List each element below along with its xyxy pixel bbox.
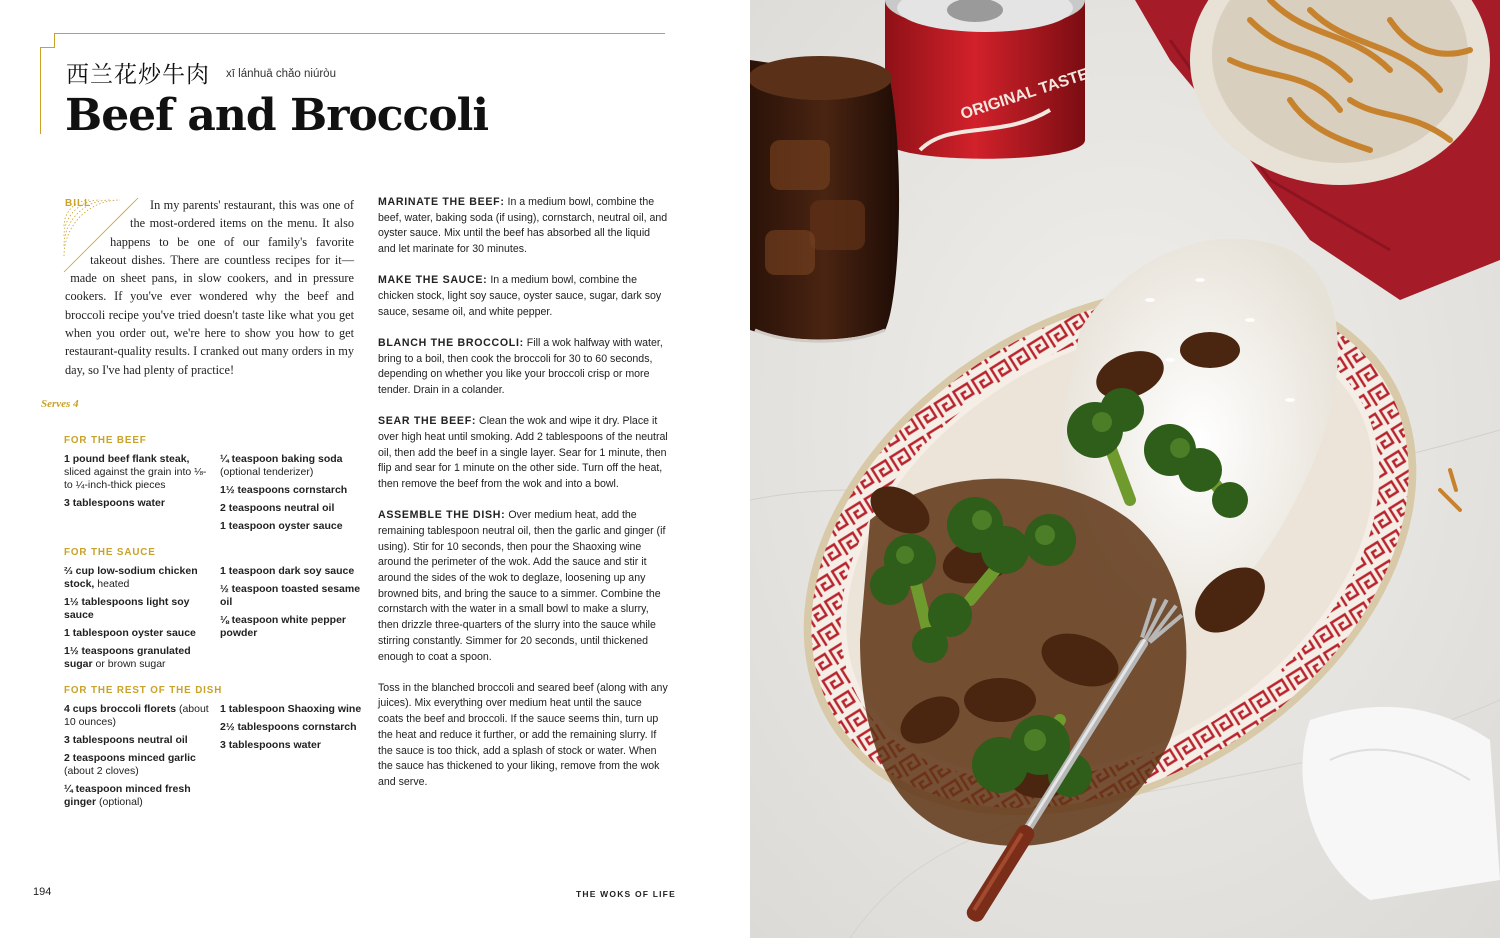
ingredient-list-rest-right [220,703,368,757]
direction-step: Toss in the blanched broccoli and seared beef (along with any juices). Mix everything over medium heat until the sauce coats the beef and broccoli. If the sauce seems thin, turn up the heat and reduce it further, or add the remaining slurry. If the sauce is too thick, add a splash of stock or water. When the sauce has thickened to your liking, remove from the wok and serve. [378,681,668,788]
ingredient-item: 1 tablespoon oyster sauce [64,627,196,639]
ingredient-item: 1 teaspoon oyster sauce [220,520,343,532]
running-footer: THE WOKS OF LIFE [576,889,676,899]
author-label: BILL [65,198,92,209]
ingredient-item: 2½ tablespoons cornstarch [220,721,357,733]
direction-step: MAKE THE SAUCE: In a medium bowl, combine the chicken stock, light soy sauce, oyster sauce, sugar, dark soy sauce, sesame oil, and white pepper. [378,274,662,318]
frame-corner-ornament [40,33,55,48]
intro-paragraph: In my parents' restaurant, this was one of the most-ordered items on the menu. It also happens to be one of our family's favorite takeout dishes. There are countless recipes for it—made on sheet pans, in slow cookers, and in pressure cookers. If you've ever wondered why the beef and broccoli recipe you've tried doesn't taste like what you get when you order out, we're here to show you how to get restaurant-quality results. I cranked out many orders in my day, so I've had plenty of practice! [65,198,354,377]
direction-step: MARINATE THE BEEF: In a medium bowl, combine the beef, water, baking soda (if using), cornstarch, neutral oil, and oyster sauce. Mix until the beef has absorbed all the liquid and let marinate for 30 minutes. [378,196,668,256]
ingredient-list-sauce-left [64,565,212,676]
directions [378,195,670,806]
ingredient-list-sauce-right [220,565,368,645]
ingredient-item: 1½ tablespoons light soy sauce [64,596,190,621]
ingredient-heading-rest: FOR THE REST OF THE DISH [64,685,223,696]
food-photo [750,0,1500,938]
ingredient-item: 3 tablespoons water [64,497,165,509]
direction-step: SEAR THE BEEF: Clean the wok and wipe it dry. Place it over high heat until smoking. Add 2 tablespoons of the neutral oil, then add the beef in a single layer. Sear for 1 minute, then flip and sear for 1 minute on the other side. Turn off the heat, then remove the beef from the wok and into a bowl. [378,415,668,491]
serves-label: Serves 4 [41,398,79,410]
ingredient-item: ⅔ cup low-sodium chicken stock, heated [64,565,198,590]
frame-top-rule [55,33,665,34]
ingredient-item: 3 tablespoons neutral oil [64,734,188,746]
ingredient-item: 2 teaspoons neutral oil [220,502,335,514]
chinese-title: 西兰花炒牛肉 [66,62,210,88]
ingredient-heading-beef: FOR THE BEEF [64,435,147,446]
ingredient-item: 3 tablespoons water [220,739,321,751]
ingredient-item: 1½ teaspoons cornstarch [220,484,348,496]
ingredient-item: ⅛ teaspoon white pepper powder [220,614,347,639]
ingredient-list-rest-left [64,703,212,814]
ingredient-item: ½ teaspoon toasted sesame oil [220,583,361,608]
can-label-text: ORIGINAL TASTE [958,65,1091,124]
ingredient-item: ¼ teaspoon minced fresh ginger (optional) [64,783,191,808]
page-number: 194 [33,886,52,898]
beef-broccoli-photo-image [750,0,1500,938]
direction-step: BLANCH THE BROCCOLI: Fill a wok halfway with water, bring to a boil, then cook the broccoli for 30 to 60 seconds, depending on whether you like your broccoli crisp or more tender. Drain in a colander. [378,336,663,397]
ingredient-heading-sauce: FOR THE SAUCE [64,547,156,558]
ingredient-item: ¼ teaspoon baking soda (optional tenderizer) [220,453,343,478]
ingredient-item: 4 cups broccoli florets (about 10 ounces) [64,703,209,728]
ingredient-list-beef-left [64,453,212,515]
ingredient-item: 1 teaspoon dark soy sauce [220,565,355,577]
ingredient-list-beef-right [220,453,368,538]
ingredient-item: 1 tablespoon Shaoxing wine [220,703,362,715]
page-title: Beef and Broccoli [65,90,489,141]
direction-step: ASSEMBLE THE DISH: Over medium heat, add the remaining tablespoon neutral oil, then the garlic and ginger (if using). Stir for 10 seconds, then pour the Shaoxing wine around the perimeter of the wok. Add the sauce and stir it around the sides of the wok to deglaze, loosening up any browned bits, and bring the sauce to a simmer. Combine the cornstarch with the water in a small bowl to make a slurry, then drizzle three-quarters of the slurry into the sauce while stirring constantly. Simmer for 20 seconds, until thickened enough to coat a spoon. [378,509,666,663]
pinyin-title: xī lánhuā chǎo niúròu [226,68,336,80]
ingredient-item: 2 teaspoons minced garlic (about 2 cloves) [64,752,196,777]
ingredient-item: 1½ teaspoons granulated sugar or brown sugar [64,645,191,670]
ingredient-item: 1 pound beef flank steak, sliced against the grain into ⅛- to ¼-inch-thick pieces [64,453,207,491]
frame-left-rule [40,48,41,134]
